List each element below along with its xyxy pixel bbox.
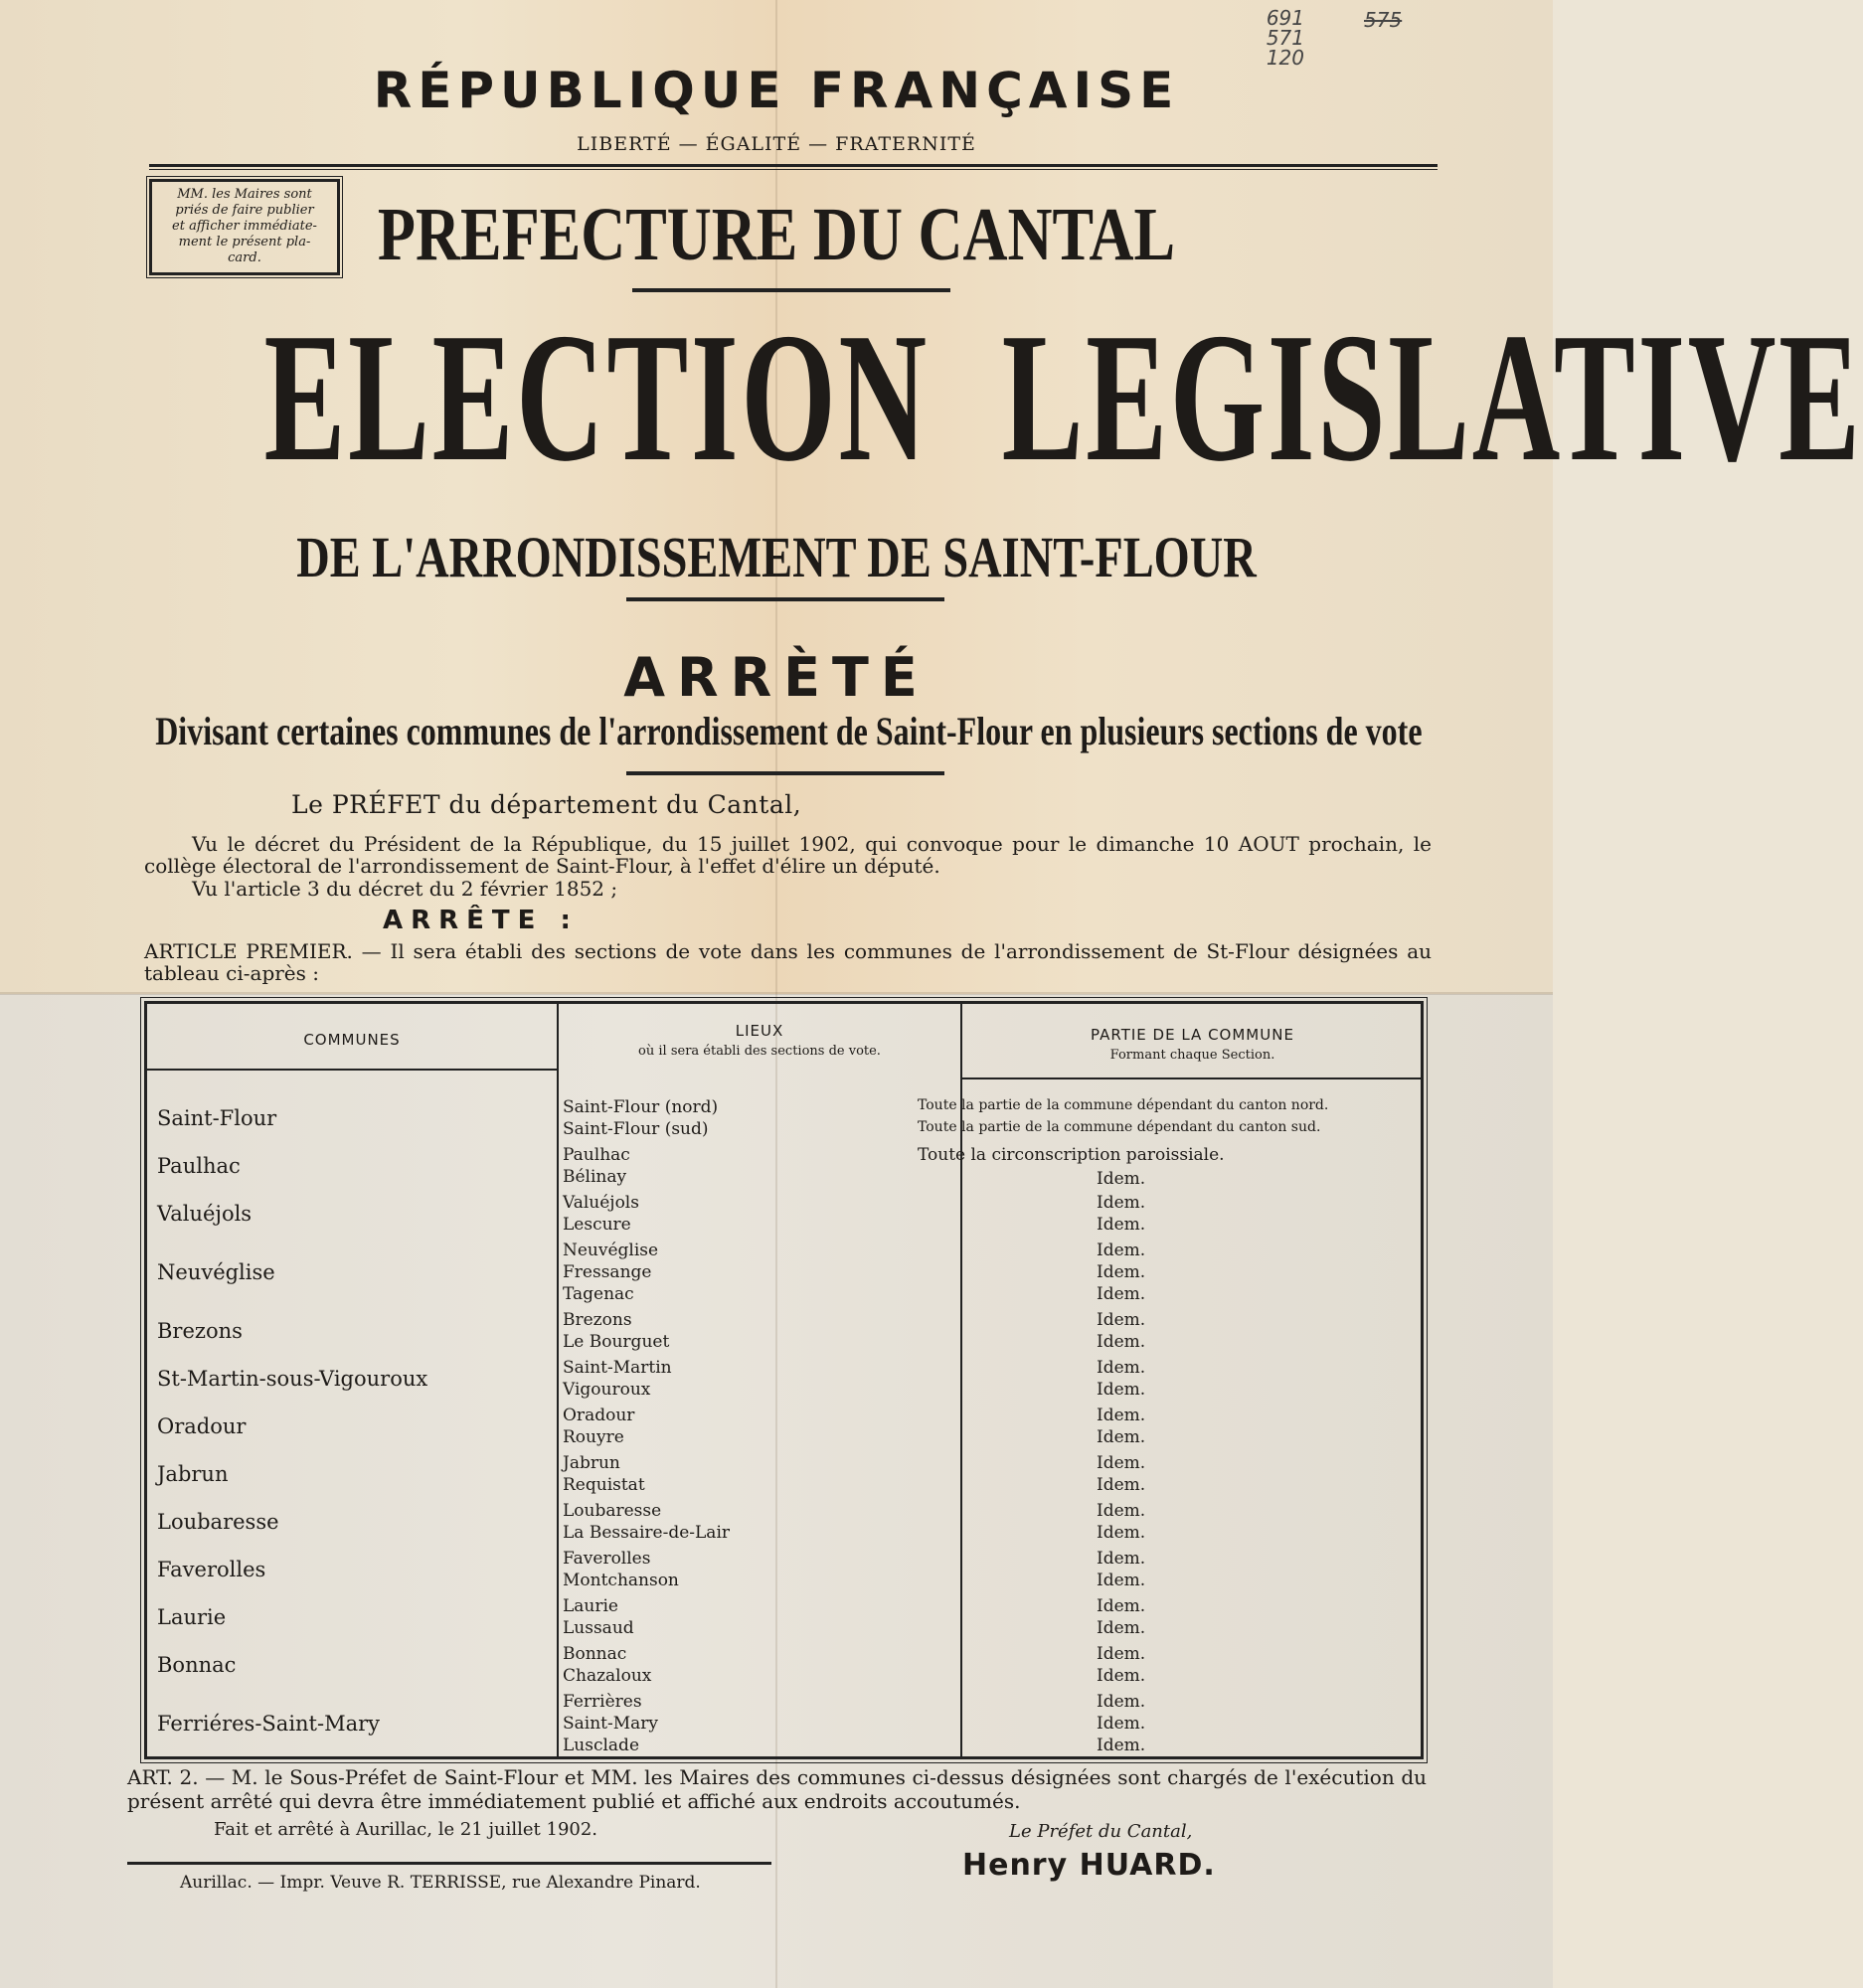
lieu-cell: Ferrières [563,1692,642,1712]
partie-cell: Idem. [1097,1310,1146,1330]
header-rule [960,1077,1423,1079]
partie-cell: Idem. [1097,1571,1146,1590]
commune-name: Loubaresse [157,1510,279,1534]
lieu-cell: Chazaloux [563,1666,652,1686]
lieu-cell: Saint-Flour (nord) [563,1097,719,1117]
lieu-cell: Rouyre [563,1427,624,1447]
election-title: ELECTION LEGISLATIVE [263,295,1863,500]
partie-cell: Idem. [1097,1193,1146,1213]
commune-cell [157,1558,265,1581]
partie-cell: Idem. [1097,1666,1146,1686]
commune-cell [157,1462,228,1486]
pencil-annotation-right: 575 [1364,8,1403,32]
lieu-cell: Bélinay [563,1167,627,1187]
republique-heading: RÉPUBLIQUE FRANÇAISE [373,62,1180,119]
lieu-cell: Jabrun [563,1453,620,1473]
lieu-cell: Saint-Martin [563,1358,672,1378]
col-header-partie [962,1026,1423,1063]
partie-cell: Toute la circonscription paroissiale. [918,1145,1225,1165]
lieu-cell: Oradour [563,1406,635,1425]
partie-cell: Idem. [1097,1406,1146,1425]
prefecture-heading: PREFECTURE DU CANTAL [377,193,1176,276]
partie-cell: Idem. [1097,1169,1146,1189]
commune-name: Oradour [157,1414,247,1438]
horizontal-fold-line [0,992,1553,995]
commune-name: Bonnac [157,1653,237,1677]
lieu-cell: Saint-Flour (sud) [563,1119,709,1139]
lieu-cell: Montchanson [563,1571,679,1590]
commune-cell [157,1154,241,1178]
prefet-line: Le PRÉFET du département du Cantal, [291,790,802,819]
lieu-cell: Le Bourguet [563,1332,670,1352]
signature-name: Henry HUARD. [962,1848,1216,1883]
partie-cell: Idem. [1097,1618,1146,1638]
lieu-cell: Vigouroux [563,1380,651,1400]
header-double-rule [149,164,1438,170]
maires-notice-box: MM. les Maires sont priés de faire publier et afficher immédiate- ment le présent pla- card. [149,179,340,275]
pencil-annotation-left: 691 571 120 [1266,6,1304,70]
sections-table [144,1001,1424,1759]
lieu-cell: Lussaud [563,1618,634,1638]
col-header-partie-sub: Formant chaque Section. [1109,1048,1275,1063]
commune-cell [157,1712,380,1736]
partie-cell: Idem. [1097,1241,1146,1260]
lieu-cell: Fressange [563,1262,652,1282]
partie-cell: Idem. [1097,1692,1146,1712]
commune-cell [157,1319,243,1343]
col-header-lieux [559,1022,960,1059]
lieu-cell: Saint-Mary [563,1714,659,1734]
commune-cell [157,1605,226,1629]
partie-cell: Idem. [1097,1736,1146,1755]
commune-name: Saint-Flour [157,1106,277,1130]
col-header-lieux-title: LIEUX [735,1022,784,1040]
col-header-lieux-sub: où il sera établi des sections de vote. [638,1044,881,1059]
lieu-cell: Requistat [563,1475,645,1495]
partie-cell: Idem. [1097,1262,1146,1282]
lieu-cell: Laurie [563,1596,618,1616]
commune-name: Faverolles [157,1558,266,1581]
arrete-subtitle: Divisant certaines communes de l'arrondissement de Saint-Flour en plusieurs sections de vote [155,709,1423,753]
partie-cell: Toute la partie de la commune dépendant du canton nord. [918,1097,1329,1113]
imprimeur-line: Aurillac. — Impr. Veuve R. TERRISSE, rue Alexandre Pinard. [180,1873,701,1893]
partie-cell: Idem. [1097,1596,1146,1616]
column-rule [557,1004,559,1756]
header-rule [147,1069,557,1071]
commune-name: Valuéjols [157,1202,253,1226]
arrondissement-subtitle: DE L'ARRONDISSEMENT DE SAINT-FLOUR [296,525,1257,589]
partie-cell: Idem. [1097,1215,1146,1235]
partie-cell: Idem. [1097,1284,1146,1304]
vu-article-paragraph: Vu l'article 3 du décret du 2 février 1852 ; [192,877,618,901]
commune-cell [157,1260,275,1284]
partie-cell: Toute la partie de la commune dépendant du canton sud. [918,1119,1321,1135]
commune-name: Ferriéres-Saint-Mary [157,1712,381,1736]
article-2-paragraph: ART. 2. — M. le Sous-Préfet de Saint-Flour et MM. les Maires des communes ci-dessus désignées sont chargés de l'exécution du présent arrêté qui devra être immédiatement publié et affiché aux endroits accoutumés. [127,1765,1427,1813]
commune-name: Neuvéglise [157,1260,275,1284]
partie-cell: Idem. [1097,1475,1146,1495]
commune-name: Paulhac [157,1154,241,1178]
partie-cell: Idem. [1097,1714,1146,1734]
partie-cell: Idem. [1097,1644,1146,1664]
lieu-cell: La Bessaire-de-Lair [563,1523,731,1543]
article-premier-paragraph: ARTICLE PREMIER. — Il sera établi des sections de vote dans les communes de l'arrondissement de St-Flour désignées au tableau ci-après : [144,939,1432,985]
vu-decret-paragraph: Vu le décret du Président de la République, du 15 juillet 1902, qui convoque pour le dimanche 10 AOUT prochain, le collège électoral de l'arrondissement de Saint-Flour, à l'effet d'élire un député. [144,832,1432,878]
col-header-communes: COMMUNES [303,1031,401,1049]
lieu-cell: Faverolles [563,1549,651,1569]
commune-name: Jabrun [157,1462,229,1486]
lieu-cell: Loubaresse [563,1501,662,1521]
col-header-partie-title: PARTIE DE LA COMMUNE [1091,1026,1294,1044]
devise: LIBERTÉ — ÉGALITÉ — FRATERNITÉ [577,133,976,155]
imprimeur-rule [127,1862,771,1865]
divider-bar [626,597,944,601]
arrete-title: ARRÈTÉ [623,646,930,709]
commune-name: St-Martin-sous-Vigouroux [157,1367,428,1391]
lieu-cell: Bonnac [563,1644,627,1664]
signature-title: Le Préfet du Cantal, [1009,1821,1193,1842]
column-rule [960,1004,962,1756]
lieu-cell: Neuvéglise [563,1241,659,1260]
lieu-cell: Lusclade [563,1736,639,1755]
partie-cell: Idem. [1097,1501,1146,1521]
commune-cell [157,1202,252,1226]
commune-cell [157,1510,279,1534]
commune-cell [157,1367,427,1391]
partie-cell: Idem. [1097,1380,1146,1400]
fait-date: Fait et arrêté à Aurillac, le 21 juillet 1902. [214,1819,598,1840]
partie-cell: Idem. [1097,1549,1146,1569]
divider-bar [632,288,950,292]
commune-cell [157,1653,236,1677]
arrete-heading: ARRÊTE : [383,906,579,935]
partie-cell: Idem. [1097,1332,1146,1352]
lieu-cell: Valuéjols [563,1193,639,1213]
commune-cell [157,1106,276,1130]
lieu-cell: Tagenac [563,1284,634,1304]
partie-cell: Idem. [1097,1358,1146,1378]
commune-name: Laurie [157,1605,227,1629]
partie-cell: Idem. [1097,1523,1146,1543]
partie-cell: Idem. [1097,1427,1146,1447]
lieu-cell: Lescure [563,1215,631,1235]
lieu-cell: Brezons [563,1310,632,1330]
lieu-cell: Paulhac [563,1145,630,1165]
partie-cell: Idem. [1097,1453,1146,1473]
commune-cell [157,1414,246,1438]
divider-bar [626,771,944,775]
commune-name: Brezons [157,1319,243,1343]
